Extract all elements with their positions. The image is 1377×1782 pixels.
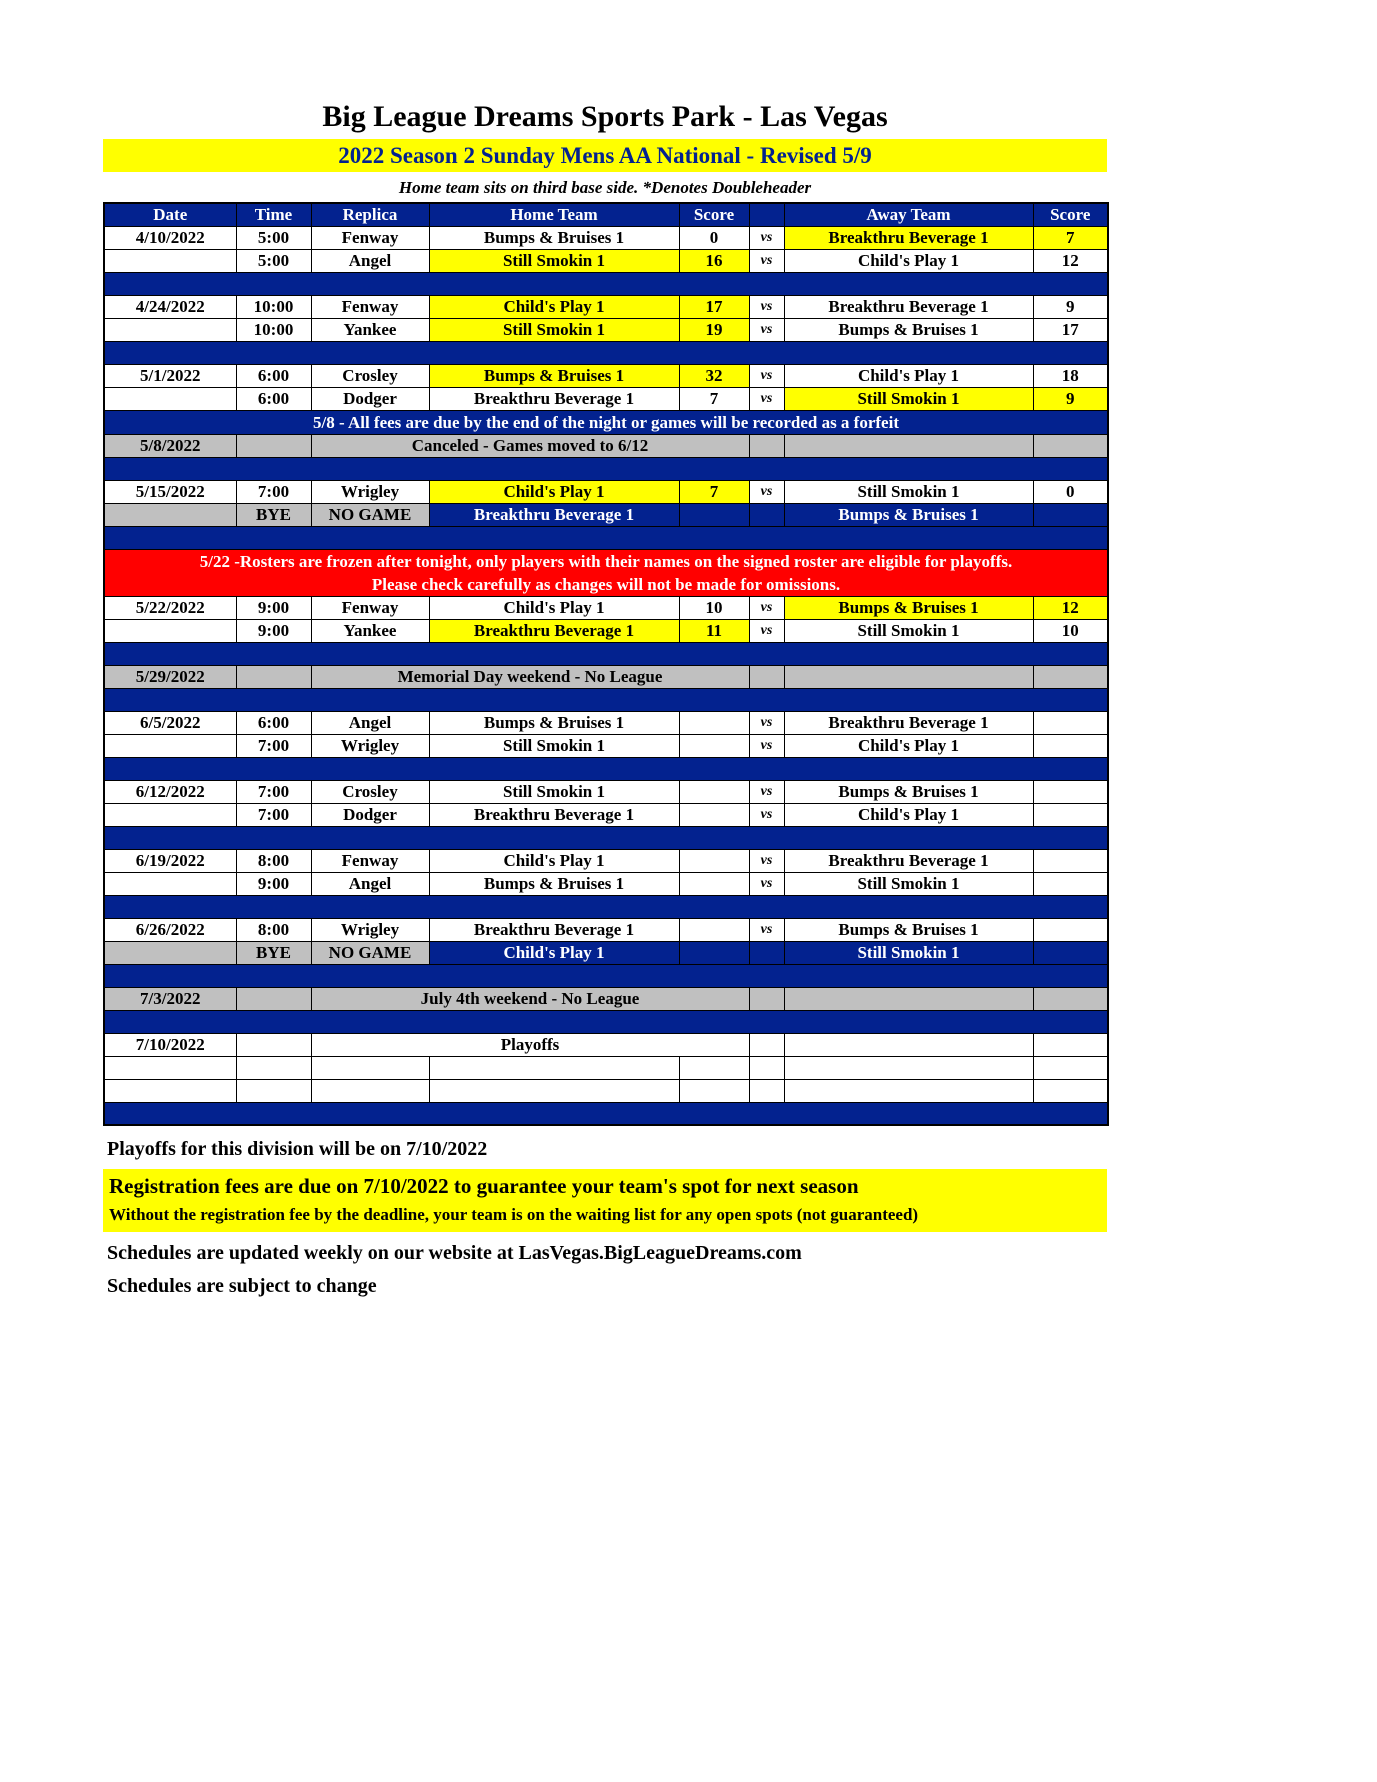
vs-cell: vs — [749, 803, 784, 826]
column-header-home-score: Score — [679, 203, 749, 226]
vs-cell — [749, 434, 784, 457]
notice-cell — [104, 549, 1108, 596]
date-cell: 5/1/2022 — [104, 364, 236, 387]
row-sep — [104, 895, 1108, 918]
home-team-cell: Child's Play 1 — [429, 295, 679, 318]
date-cell: 6/26/2022 — [104, 918, 236, 941]
replica-cell: Fenway — [311, 226, 429, 249]
time-cell — [236, 1033, 311, 1056]
date-cell — [104, 387, 236, 410]
notice-line: 5/8 - All fees are due by the end of the night or games will be recorded as a forfeit — [313, 412, 899, 432]
row-game — [104, 364, 1108, 387]
home-score-cell — [679, 872, 749, 895]
blank-time-cell — [236, 1079, 311, 1102]
row-game — [104, 226, 1108, 249]
row-game — [104, 596, 1108, 619]
away-team-cell: Child's Play 1 — [784, 249, 1033, 272]
separator-band — [104, 457, 1108, 480]
date-cell: 4/24/2022 — [104, 295, 236, 318]
away-score-cell: 12 — [1033, 249, 1108, 272]
registration-notice-block — [103, 1169, 1107, 1232]
away-score-cell — [1033, 780, 1108, 803]
row-sep — [104, 526, 1108, 549]
vs-cell: vs — [749, 295, 784, 318]
date-cell: 6/5/2022 — [104, 711, 236, 734]
replica-cell: Crosley — [311, 364, 429, 387]
row-game — [104, 803, 1108, 826]
home-team-cell: Breakthru Beverage 1 — [429, 918, 679, 941]
row-blank — [104, 1079, 1108, 1102]
home-score-cell — [679, 849, 749, 872]
date-cell: 5/15/2022 — [104, 480, 236, 503]
replica-cell: NO GAME — [311, 941, 429, 964]
schedule-table-body — [104, 226, 1108, 1125]
home-team-cell: Breakthru Beverage 1 — [429, 803, 679, 826]
date-cell — [104, 941, 236, 964]
vs-cell: vs — [749, 780, 784, 803]
home-score-cell: 19 — [679, 318, 749, 341]
time-cell: 7:00 — [236, 480, 311, 503]
replica-cell: Yankee — [311, 318, 429, 341]
replica-cell: Fenway — [311, 295, 429, 318]
time-cell: BYE — [236, 941, 311, 964]
home-team-cell: Child's Play 1 — [429, 596, 679, 619]
vs-cell: vs — [749, 226, 784, 249]
time-cell: 6:00 — [236, 364, 311, 387]
season-banner: 2022 Season 2 Sunday Mens AA National - Revised 5/9 — [103, 139, 1107, 172]
row-game — [104, 780, 1108, 803]
away-score-cell: 17 — [1033, 318, 1108, 341]
replica-cell: Fenway — [311, 849, 429, 872]
time-cell: 7:00 — [236, 803, 311, 826]
registration-due-line: Registration fees are due on 7/10/2022 to guarantee your team's spot for next season — [109, 1174, 859, 1198]
vs-cell: vs — [749, 387, 784, 410]
replica-cell: Dodger — [311, 387, 429, 410]
away-score-cell — [1033, 434, 1108, 457]
time-cell: 6:00 — [236, 387, 311, 410]
away-score-cell: 10 — [1033, 619, 1108, 642]
row-game — [104, 249, 1108, 272]
replica-cell: Wrigley — [311, 734, 429, 757]
blank-replica-cell — [311, 1056, 429, 1079]
vs-cell: vs — [749, 619, 784, 642]
home-score-cell — [679, 803, 749, 826]
separator-band — [104, 688, 1108, 711]
notice-cell — [104, 410, 1108, 434]
home-score-cell: 17 — [679, 295, 749, 318]
blank-home-score-cell — [679, 1056, 749, 1079]
notice-line: 5/22 -Rosters are frozen after tonight, only players with their names on the signed roster are eligible for playoffs. — [199, 551, 1013, 571]
away-team-cell: Still Smokin 1 — [784, 387, 1033, 410]
column-header-date: Date — [104, 203, 236, 226]
home-score-cell: 16 — [679, 249, 749, 272]
home-team-cell: Breakthru Beverage 1 — [429, 619, 679, 642]
row-bye — [104, 941, 1108, 964]
vs-cell: vs — [749, 918, 784, 941]
separator-band — [104, 895, 1108, 918]
vs-cell: vs — [749, 711, 784, 734]
row-game — [104, 734, 1108, 757]
date-cell — [104, 872, 236, 895]
away-score-cell — [1033, 665, 1108, 688]
away-score-cell — [1033, 1033, 1108, 1056]
date-cell: 6/19/2022 — [104, 849, 236, 872]
home-score-cell: 0 — [679, 226, 749, 249]
away-team-cell: Child's Play 1 — [784, 734, 1033, 757]
away-score-cell — [1033, 918, 1108, 941]
home-score-cell: 11 — [679, 619, 749, 642]
away-team-cell: Still Smokin 1 — [784, 619, 1033, 642]
vs-cell: vs — [749, 734, 784, 757]
time-cell: 9:00 — [236, 872, 311, 895]
home-score-cell: 7 — [679, 480, 749, 503]
date-cell — [104, 318, 236, 341]
time-cell: 10:00 — [236, 295, 311, 318]
home-score-cell: 32 — [679, 364, 749, 387]
vs-cell — [749, 503, 784, 526]
home-team-cell: Child's Play 1 — [429, 941, 679, 964]
away-team-cell — [784, 434, 1033, 457]
column-header-away-score: Score — [1033, 203, 1108, 226]
away-team-cell: Bumps & Bruises 1 — [784, 318, 1033, 341]
time-cell: 5:00 — [236, 226, 311, 249]
date-cell — [104, 734, 236, 757]
home-score-cell — [679, 780, 749, 803]
row-sep — [104, 1102, 1108, 1125]
away-score-cell: 12 — [1033, 596, 1108, 619]
away-team-cell: Breakthru Beverage 1 — [784, 711, 1033, 734]
row-info — [104, 1033, 1108, 1056]
date-cell: 6/12/2022 — [104, 780, 236, 803]
column-header-replica: Replica — [311, 203, 429, 226]
row-game — [104, 872, 1108, 895]
home-team-cell: Breakthru Beverage 1 — [429, 503, 679, 526]
blank-replica-cell — [311, 1079, 429, 1102]
vs-cell: vs — [749, 480, 784, 503]
row-game — [104, 295, 1108, 318]
row-game — [104, 480, 1108, 503]
time-cell: 8:00 — [236, 918, 311, 941]
home-team-cell: Still Smokin 1 — [429, 734, 679, 757]
replica-cell: Crosley — [311, 780, 429, 803]
away-score-cell — [1033, 734, 1108, 757]
vs-cell: vs — [749, 364, 784, 387]
schedule-table-header — [104, 203, 1108, 226]
home-team-cell: Bumps & Bruises 1 — [429, 872, 679, 895]
info-text-cell: July 4th weekend - No League — [311, 987, 749, 1010]
header-row — [104, 203, 1108, 226]
vs-cell — [749, 665, 784, 688]
blank-date-cell — [104, 1056, 236, 1079]
row-sep — [104, 642, 1108, 665]
time-cell: 9:00 — [236, 619, 311, 642]
website-update-line: Schedules are updated weekly on our website at LasVegas.BigLeagueDreams.com — [107, 1242, 802, 1264]
row-info — [104, 665, 1108, 688]
separator-band — [104, 272, 1108, 295]
away-score-cell — [1033, 503, 1108, 526]
separator-band — [104, 757, 1108, 780]
row-game — [104, 387, 1108, 410]
replica-cell: Wrigley — [311, 480, 429, 503]
home-team-cell: Breakthru Beverage 1 — [429, 387, 679, 410]
replica-cell: NO GAME — [311, 503, 429, 526]
row-game — [104, 918, 1108, 941]
info-text-cell: Canceled - Games moved to 6/12 — [311, 434, 749, 457]
home-score-cell — [679, 503, 749, 526]
away-team-cell: Child's Play 1 — [784, 803, 1033, 826]
away-team-cell: Bumps & Bruises 1 — [784, 780, 1033, 803]
time-cell: 9:00 — [236, 596, 311, 619]
replica-cell: Angel — [311, 711, 429, 734]
row-sep — [104, 341, 1108, 364]
row-bye — [104, 503, 1108, 526]
row-game — [104, 711, 1108, 734]
time-cell: 7:00 — [236, 780, 311, 803]
row-notice — [104, 410, 1108, 434]
column-header-home-team: Home Team — [429, 203, 679, 226]
home-team-cell: Bumps & Bruises 1 — [429, 711, 679, 734]
time-cell: 6:00 — [236, 711, 311, 734]
separator-band — [104, 341, 1108, 364]
time-cell — [236, 434, 311, 457]
time-cell: 5:00 — [236, 249, 311, 272]
blank-away-team-cell — [784, 1056, 1033, 1079]
date-cell — [104, 249, 236, 272]
away-team-cell: Child's Play 1 — [784, 364, 1033, 387]
notice-line: Please check carefully as changes will not be made for omissions. — [371, 574, 841, 594]
schedule-table — [103, 202, 1109, 1126]
separator-band — [104, 826, 1108, 849]
date-cell: 5/22/2022 — [104, 596, 236, 619]
registration-waitlist-line: Without the registration fee by the deadline, your team is on the waiting list for any open spots (not guaranteed) — [109, 1205, 919, 1224]
away-score-cell: 18 — [1033, 364, 1108, 387]
away-team-cell: Bumps & Bruises 1 — [784, 918, 1033, 941]
date-cell: 4/10/2022 — [104, 226, 236, 249]
info-text-cell: Playoffs — [311, 1033, 749, 1056]
away-team-cell — [784, 1033, 1033, 1056]
replica-cell: Angel — [311, 872, 429, 895]
row-sep — [104, 1010, 1108, 1033]
home-team-cell: Still Smokin 1 — [429, 318, 679, 341]
home-score-cell — [679, 941, 749, 964]
away-score-cell: 0 — [1033, 480, 1108, 503]
replica-cell: Dodger — [311, 803, 429, 826]
away-team-cell: Still Smokin 1 — [784, 872, 1033, 895]
replica-cell: Fenway — [311, 596, 429, 619]
blank-date-cell — [104, 1079, 236, 1102]
date-cell — [104, 503, 236, 526]
home-team-cell: Still Smokin 1 — [429, 249, 679, 272]
row-game — [104, 318, 1108, 341]
away-score-cell — [1033, 941, 1108, 964]
home-score-cell — [679, 734, 749, 757]
home-team-cell: Child's Play 1 — [429, 849, 679, 872]
vs-cell: vs — [749, 872, 784, 895]
blank-home-score-cell — [679, 1079, 749, 1102]
away-score-cell: 9 — [1033, 295, 1108, 318]
vs-cell — [749, 941, 784, 964]
time-cell — [236, 987, 311, 1010]
away-score-cell — [1033, 872, 1108, 895]
away-team-cell: Bumps & Bruises 1 — [784, 596, 1033, 619]
home-team-cell: Still Smokin 1 — [429, 780, 679, 803]
away-score-cell — [1033, 711, 1108, 734]
date-cell: 7/10/2022 — [104, 1033, 236, 1056]
home-score-cell: 10 — [679, 596, 749, 619]
row-sep — [104, 272, 1108, 295]
date-cell: 7/3/2022 — [104, 987, 236, 1010]
blank-home-team-cell — [429, 1056, 679, 1079]
row-sep — [104, 457, 1108, 480]
home-score-cell: 7 — [679, 387, 749, 410]
playoffs-note: Playoffs for this division will be on 7/10/2022 — [107, 1138, 488, 1160]
time-cell: 8:00 — [236, 849, 311, 872]
vs-cell — [749, 987, 784, 1010]
blank-home-team-cell — [429, 1079, 679, 1102]
blank-time-cell — [236, 1056, 311, 1079]
column-header-vs — [749, 203, 784, 226]
away-team-cell: Still Smokin 1 — [784, 941, 1033, 964]
replica-cell: Yankee — [311, 619, 429, 642]
away-team-cell: Bumps & Bruises 1 — [784, 503, 1033, 526]
separator-band — [104, 964, 1108, 987]
schedule-sheet — [103, 0, 1107, 1298]
replica-cell: Wrigley — [311, 918, 429, 941]
row-sep — [104, 964, 1108, 987]
subject-to-change-line: Schedules are subject to change — [107, 1275, 377, 1297]
date-cell: 5/8/2022 — [104, 434, 236, 457]
separator-band — [104, 1102, 1108, 1125]
away-team-cell: Still Smokin 1 — [784, 480, 1033, 503]
row-game — [104, 849, 1108, 872]
date-cell — [104, 619, 236, 642]
home-team-cell: Bumps & Bruises 1 — [429, 364, 679, 387]
date-cell: 5/29/2022 — [104, 665, 236, 688]
away-score-cell — [1033, 803, 1108, 826]
replica-cell: Angel — [311, 249, 429, 272]
away-score-cell: 9 — [1033, 387, 1108, 410]
vs-cell: vs — [749, 596, 784, 619]
home-team-note: Home team sits on third base side. *Denotes Doubleheader — [398, 178, 812, 197]
page-title: Big League Dreams Sports Park - Las Vegas — [322, 100, 888, 133]
time-cell: 10:00 — [236, 318, 311, 341]
row-notice — [104, 549, 1108, 596]
column-header-away-team: Away Team — [784, 203, 1033, 226]
vs-cell — [749, 1033, 784, 1056]
vs-cell: vs — [749, 318, 784, 341]
row-blank — [104, 1056, 1108, 1079]
row-sep — [104, 688, 1108, 711]
blank-away-team-cell — [784, 1079, 1033, 1102]
away-team-cell: Breakthru Beverage 1 — [784, 295, 1033, 318]
away-team-cell — [784, 987, 1033, 1010]
away-team-cell: Breakthru Beverage 1 — [784, 226, 1033, 249]
away-team-cell: Breakthru Beverage 1 — [784, 849, 1033, 872]
home-team-cell: Bumps & Bruises 1 — [429, 226, 679, 249]
blank-away-score-cell — [1033, 1056, 1108, 1079]
row-info — [104, 987, 1108, 1010]
blank-vs-cell — [749, 1056, 784, 1079]
time-cell: 7:00 — [236, 734, 311, 757]
row-info — [104, 434, 1108, 457]
separator-band — [104, 526, 1108, 549]
row-game — [104, 619, 1108, 642]
time-cell — [236, 665, 311, 688]
vs-cell: vs — [749, 249, 784, 272]
info-text-cell: Memorial Day weekend - No League — [311, 665, 749, 688]
vs-cell: vs — [749, 849, 784, 872]
column-header-time: Time — [236, 203, 311, 226]
separator-band — [104, 1010, 1108, 1033]
row-sep — [104, 757, 1108, 780]
away-team-cell — [784, 665, 1033, 688]
away-score-cell — [1033, 849, 1108, 872]
blank-away-score-cell — [1033, 1079, 1108, 1102]
time-cell: BYE — [236, 503, 311, 526]
home-score-cell — [679, 918, 749, 941]
separator-band — [104, 642, 1108, 665]
away-score-cell — [1033, 987, 1108, 1010]
home-score-cell — [679, 711, 749, 734]
row-sep — [104, 826, 1108, 849]
home-team-cell: Child's Play 1 — [429, 480, 679, 503]
away-score-cell: 7 — [1033, 226, 1108, 249]
date-cell — [104, 803, 236, 826]
blank-vs-cell — [749, 1079, 784, 1102]
